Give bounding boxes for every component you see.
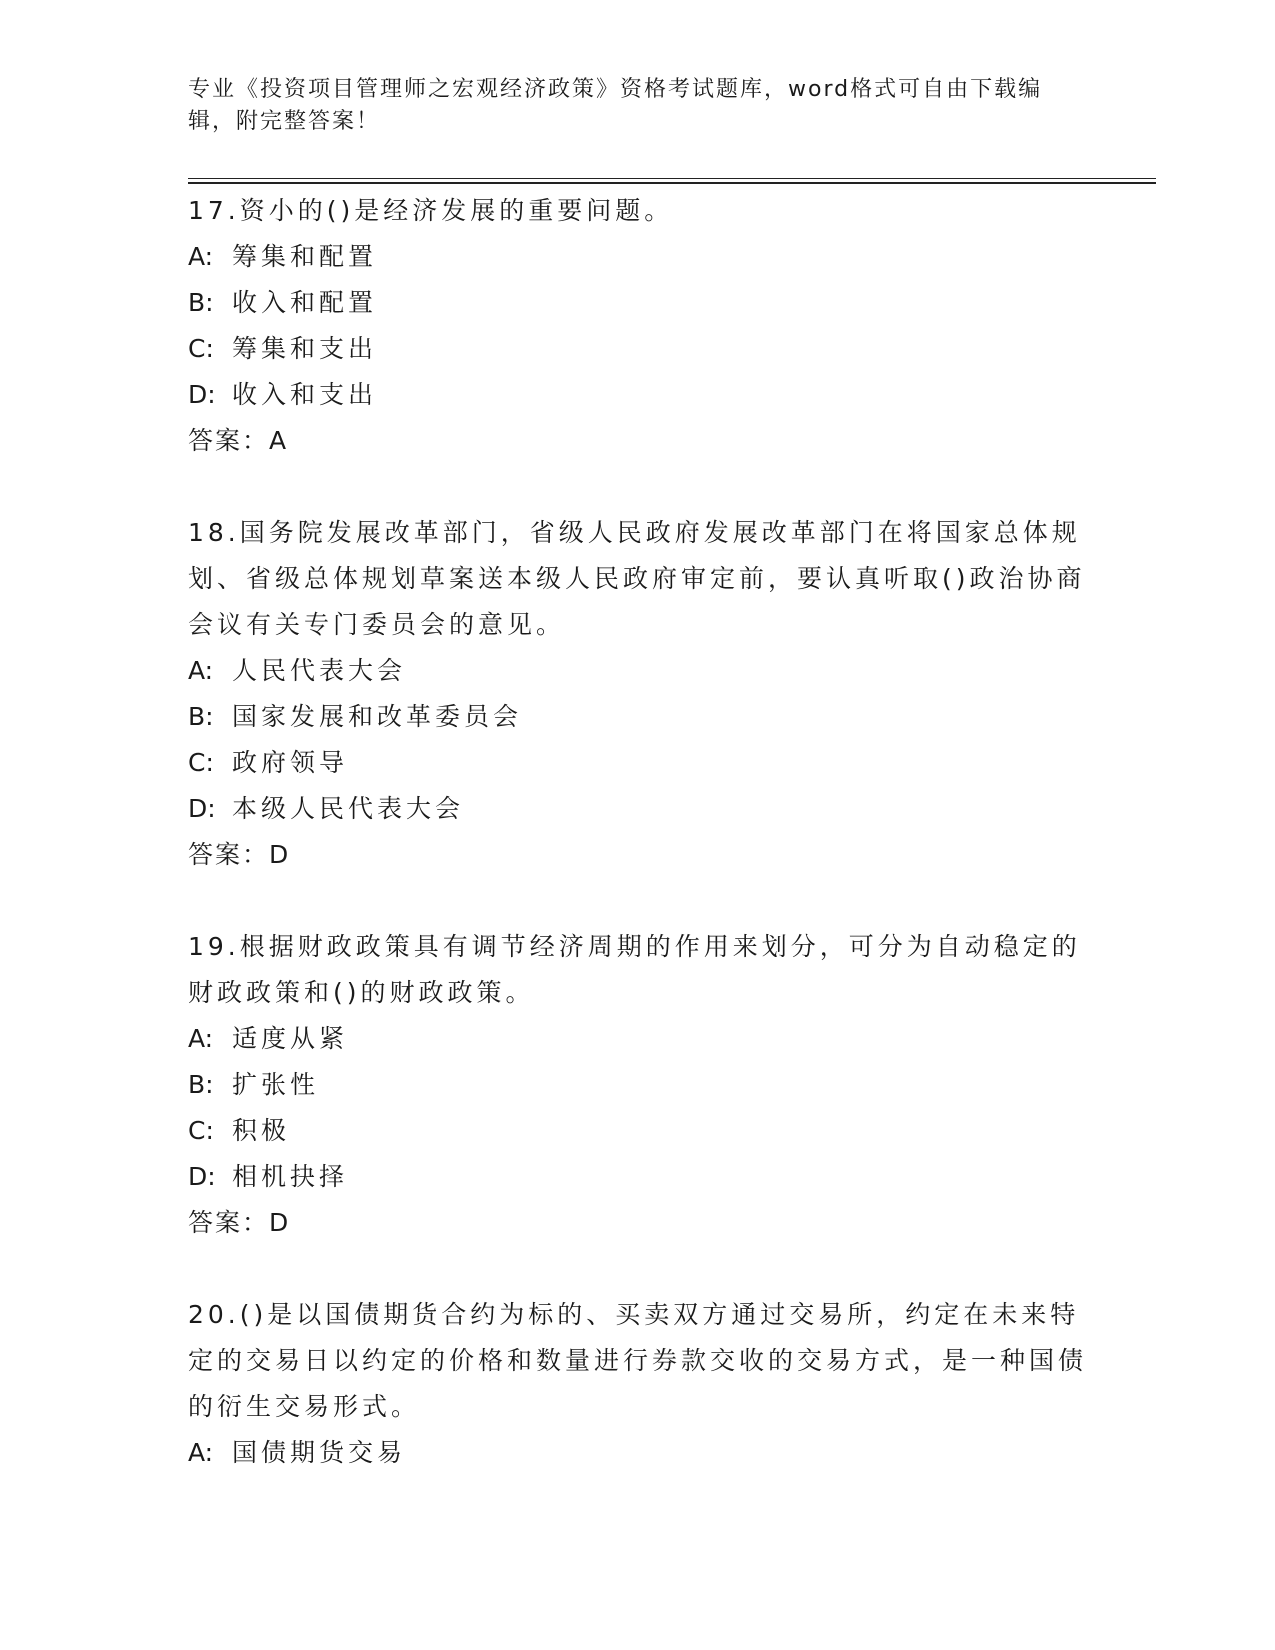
option-a — [188, 234, 1088, 280]
option-a — [188, 1016, 1088, 1062]
question-stem: 19.根据财政政策具有调节经济周期的作用来划分，可分为自动稳定的财政政策和()的财政政策。 — [188, 932, 1081, 1007]
option-letter: D: — [188, 1162, 216, 1191]
option-letter: C: — [188, 334, 214, 363]
header-divider-thick — [188, 182, 1156, 184]
option-d — [188, 372, 1088, 418]
option-text: 政府领导 — [232, 748, 349, 777]
option-text: 筹集和配置 — [232, 242, 378, 271]
answer-line — [188, 1200, 1088, 1246]
option-b — [188, 694, 1088, 740]
document-header — [188, 74, 1088, 138]
option-c — [188, 740, 1088, 786]
question-stem: 20.()是以国债期货合约为标的、买卖双方通过交易所，约定在未来特定的交易日以约定的价格和数量进行券款交收的交易方式，是一种国债的衍生交易形式。 — [188, 1300, 1088, 1421]
option-c — [188, 326, 1088, 372]
option-c — [188, 1108, 1088, 1154]
option-text: 本级人民代表大会 — [232, 794, 465, 823]
question-18 — [188, 510, 1088, 878]
option-letter: B: — [188, 702, 214, 731]
option-a — [188, 1430, 1088, 1476]
option-b — [188, 1062, 1088, 1108]
option-letter: C: — [188, 1116, 214, 1145]
option-text: 筹集和支出 — [232, 334, 378, 363]
header-title: 专业《投资项目管理师之宏观经济政策》资格考试题库，word格式可自由下载编辑，附完整答案！ — [188, 77, 1043, 134]
option-b — [188, 280, 1088, 326]
option-letter: A: — [188, 242, 214, 271]
option-text: 收入和支出 — [232, 380, 378, 409]
answer-label: 答案： — [188, 840, 270, 869]
option-text: 收入和配置 — [232, 288, 378, 317]
answer-value: D — [269, 1208, 291, 1237]
question-20 — [188, 1292, 1088, 1476]
answer-value: D — [269, 840, 291, 869]
option-d — [188, 1154, 1088, 1200]
question-stem: 17.资小的()是经济发展的重要问题。 — [188, 196, 674, 225]
option-text: 相机抉择 — [232, 1162, 349, 1191]
question-17 — [188, 188, 1088, 464]
option-text: 人民代表大会 — [232, 656, 407, 685]
answer-line — [188, 418, 1088, 464]
option-text: 国债期货交易 — [232, 1438, 407, 1467]
option-letter: A: — [188, 656, 214, 685]
question-list — [188, 188, 1088, 1522]
option-a — [188, 648, 1088, 694]
option-letter: A: — [188, 1024, 214, 1053]
option-text: 积极 — [232, 1116, 291, 1145]
header-divider-thin — [188, 178, 1156, 179]
option-letter: A: — [188, 1438, 214, 1467]
option-text: 国家发展和改革委员会 — [232, 702, 523, 731]
question-stem: 18.国务院发展改革部门，省级人民政府发展改革部门在将国家总体规划、省级总体规划草案送本级人民政府审定前，要认真听取()政治协商会议有关专门委员会的意见。 — [188, 518, 1086, 639]
option-d — [188, 786, 1088, 832]
option-letter: B: — [188, 288, 214, 317]
option-letter: B: — [188, 1070, 214, 1099]
answer-line — [188, 832, 1088, 878]
answer-label: 答案： — [188, 1208, 270, 1237]
answer-value: A — [269, 426, 289, 455]
option-text: 扩张性 — [232, 1070, 320, 1099]
option-letter: D: — [188, 794, 216, 823]
option-letter: C: — [188, 748, 214, 777]
option-text: 适度从紧 — [232, 1024, 349, 1053]
question-19 — [188, 924, 1088, 1246]
answer-label: 答案： — [188, 426, 270, 455]
option-letter: D: — [188, 380, 216, 409]
